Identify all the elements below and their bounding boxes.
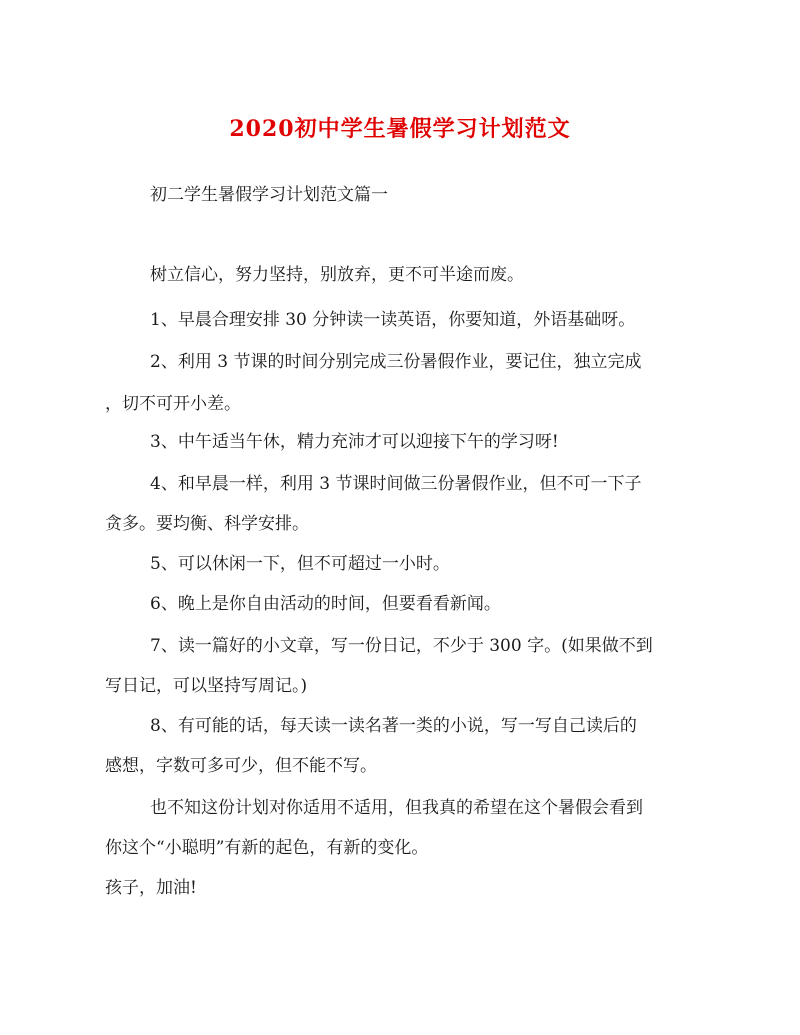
paragraph-line: 2、利用 3 节课的时间分别完成三份暑假作业，要记住，独立完成 — [150, 352, 642, 372]
paragraph-line: ，切不可开小差。 — [105, 394, 241, 414]
paragraph-line: 1、早晨合理安排 30 分钟读一读英语，你要知道，外语基础呀。 — [150, 310, 636, 330]
paragraph-line: 8、有可能的话，每天读一读名著一类的小说，写一写自己读后的 — [150, 716, 637, 736]
paragraph-line: 贪多。要均衡、科学安排。 — [105, 514, 309, 534]
paragraph-line: 3、中午适当午休，精力充沛才可以迎接下午的学习呀! — [150, 432, 559, 452]
paragraph-line: 写日记，可以坚持写周记。) — [105, 676, 308, 696]
paragraph-line: 4、和早晨一样，利用 3 节课时间做三份暑假作业，但不可一下子 — [150, 474, 642, 494]
document-title: 2020初中学生暑假学习计划范文 — [229, 116, 571, 142]
paragraph-line: 也不知这份计划对你适用不适用，但我真的希望在这个暑假会看到 — [150, 798, 643, 818]
paragraph-line: 你这个“小聪明”有新的起色，有新的变化。 — [105, 838, 429, 858]
paragraph-line: 树立信心，努力坚持，别放弃，更不可半途而废。 — [150, 265, 524, 285]
paragraph-line: 7、读一篇好的小文章，写一份日记，不少于 300 字。(如果做不到 — [150, 636, 653, 656]
section-heading: 初二学生暑假学习计划范文篇一 — [150, 185, 388, 205]
paragraph-line: 6、晚上是你自由活动的时间，但要看看新闻。 — [150, 594, 501, 614]
paragraph-line: 感想，字数可多可少，但不能不写。 — [105, 756, 377, 776]
paragraph-line: 5、可以休闲一下，但不可超过一小时。 — [150, 554, 450, 574]
paragraph-line: 孩子，加油! — [105, 878, 197, 898]
